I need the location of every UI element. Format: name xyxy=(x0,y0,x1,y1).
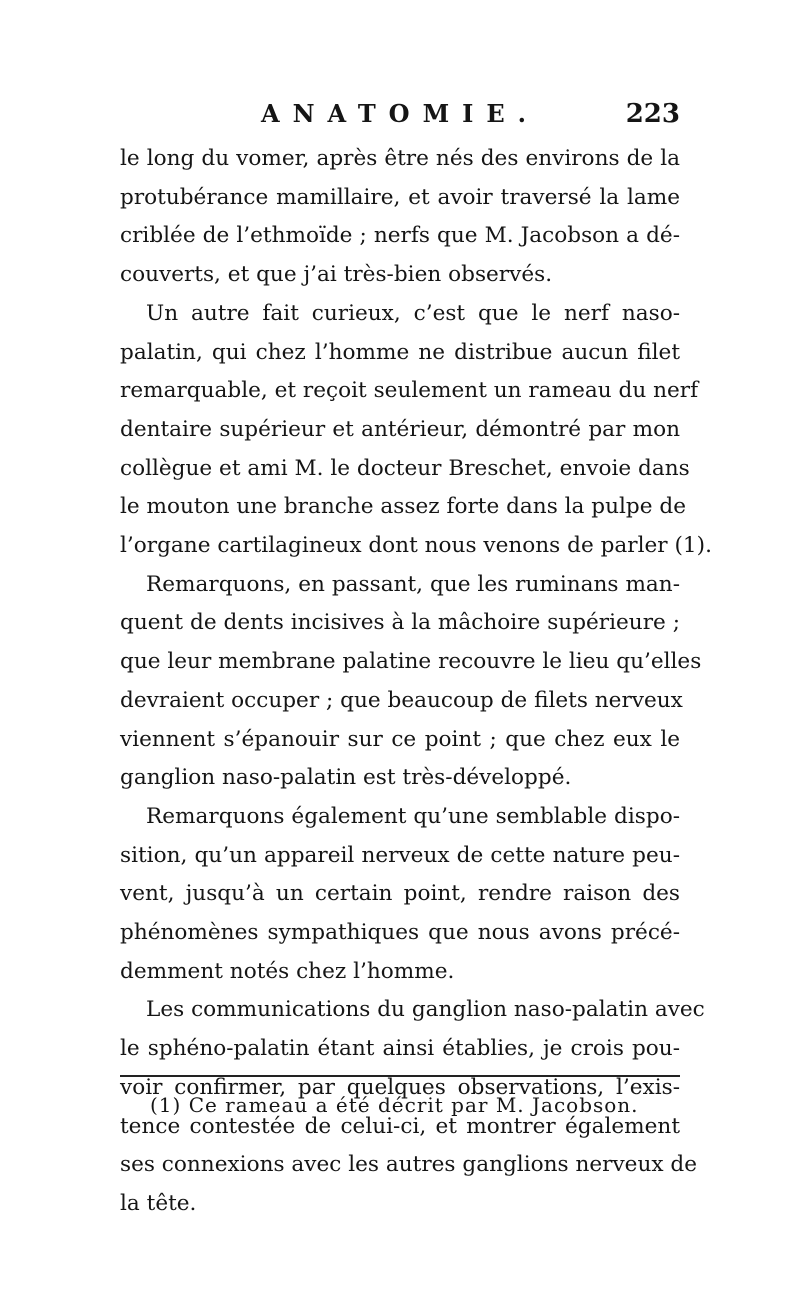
text-line: palatin, qui chez l’homme ne distribue aucun filet xyxy=(120,339,680,365)
text-line: le sphéno-palatin étant ainsi établies, je crois pou- xyxy=(120,1036,680,1062)
text-line: tence contestée de celui-ci, et montrer également xyxy=(120,1113,680,1139)
text-line: vent, jusqu’à un certain point, rendre raison des xyxy=(120,881,680,907)
body-text xyxy=(120,140,712,1224)
text-line: le mouton une branche assez forte dans la pulpe de xyxy=(120,494,687,520)
text-line: demment notés chez l’homme. xyxy=(120,958,455,984)
text-line: Les communications du ganglion naso-palatin avec xyxy=(146,997,705,1023)
text-line: le long du vomer, après être nés des environs de la xyxy=(120,146,680,171)
text-line: phénomènes sympathiques que nous avons précé- xyxy=(120,920,680,946)
text-line: collègue et ami M. le docteur Breschet, envoie dans xyxy=(120,455,690,481)
text-line: l’organe cartilagineux dont nous venons de parler (1). xyxy=(120,533,712,559)
paragraph xyxy=(120,798,680,992)
text-line: sition, qu’un appareil nerveux de cette nature peu- xyxy=(120,842,680,868)
text-line: Un autre fait curieux, c’est que le nerf naso- xyxy=(146,300,680,326)
page-number: 223 xyxy=(625,99,680,129)
text-line: que leur membrane palatine recouvre le lieu qu’elles xyxy=(120,649,702,675)
footnote: (1) Ce rameau a été décrit par M. Jacobson. xyxy=(150,1093,639,1117)
running-title: ANATOMIE. xyxy=(260,99,540,128)
text-line: devraient occuper ; que beaucoup de filets nerveux xyxy=(120,687,683,713)
text-line: viennent s’épanouir sur ce point ; que chez eux le xyxy=(120,726,680,752)
footnote-rule xyxy=(120,1075,680,1077)
text-line: couverts, et que j’ai très-bien observés. xyxy=(120,262,553,288)
text-line: criblée de l’ethmoïde ; nerfs que M. Jacobson a dé- xyxy=(120,223,680,249)
text-line: remarquable, et reçoit seulement un rameau du nerf xyxy=(120,378,699,404)
text-line: ses connexions avec les autres ganglions nerveux de xyxy=(120,1152,698,1178)
text-line: protubérance mamillaire, et avoir traversé la lame xyxy=(120,184,680,210)
paragraph-continuation xyxy=(120,140,680,295)
text-line: Remarquons également qu’une semblable dispo- xyxy=(146,803,680,829)
text-line: voir confirmer, par quelques observations, l’exis- xyxy=(120,1074,680,1100)
paragraph xyxy=(120,566,702,798)
text-line: dentaire supérieur et antérieur, démontré par mon xyxy=(120,416,680,442)
running-head xyxy=(120,94,680,134)
text-line: Remarquons, en passant, que les ruminans man- xyxy=(146,571,680,597)
text-line: la tête. xyxy=(120,1190,197,1216)
text-line: quent de dents incisives à la mâchoire supérieure ; xyxy=(120,610,680,636)
text-line: ganglion naso-palatin est très-développé. xyxy=(120,765,572,791)
paragraph xyxy=(120,295,712,566)
